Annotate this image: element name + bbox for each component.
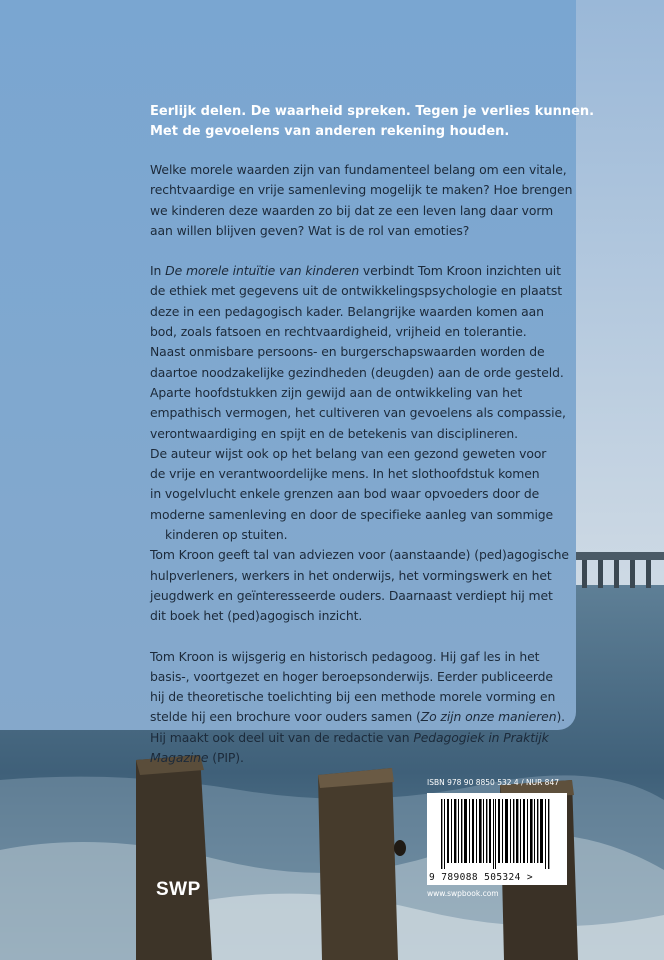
text-line: stelde hij een brochure voor ouders samen (Zo zijn onze manieren). xyxy=(150,709,566,725)
text-line: In De morele intuïtie van kinderen verbindt Tom Kroon inzichten uit xyxy=(150,263,561,279)
text-line: kinderen op stuiten. xyxy=(165,527,288,543)
brochure-title: Zo zijn onze manieren xyxy=(420,709,557,725)
text-line: bod, zoals fatsoen en rechtvaardigheid, vrijheid en tolerantie. xyxy=(150,324,527,340)
barcode-digits: 9 789088 505324 > xyxy=(429,872,534,883)
publisher-logo: SWP xyxy=(156,879,201,900)
text-line: basis-, voortgezet en hoger beroepsonderwijs. Eerder publiceerde xyxy=(150,668,553,684)
text-line: De auteur wijst ook op het belang van een gezond geweten voor xyxy=(150,445,547,461)
tagline xyxy=(150,102,595,142)
text-line: empathisch vermogen, het cultiveren van gevoelens als compassie, xyxy=(150,405,566,421)
text-line: rechtvaardige en vrije samenleving mogelijk te maken? Hoe brengen xyxy=(150,182,573,198)
text-line: in vogelvlucht enkele grenzen aan bod waar opvoeders door de xyxy=(150,486,540,502)
barcode-block xyxy=(427,778,567,920)
text-line: de ethiek met gegevens uit de ontwikkelingspsychologie en plaatst xyxy=(150,283,562,299)
barcode xyxy=(427,793,567,885)
book-title: De morele intuïtie van kinderen xyxy=(165,263,360,279)
text-line: moderne samenleving en door de specifieke aanleg van sommige xyxy=(150,506,554,522)
text-line: Tom Kroon geeft tal van adviezen voor (aanstaande) (ped)agogische xyxy=(150,547,569,563)
tagline-line: Met de gevoelens van anderen rekening houden. xyxy=(150,124,510,139)
text-line: Welke morele waarden zijn van fundamenteel belang om een vitale, xyxy=(150,162,567,177)
text-line: we kinderen deze waarden zo bij dat ze een leven lang daar vorm xyxy=(150,202,554,218)
website-url: www.swpbook.com xyxy=(427,889,499,898)
text-line: Hij maakt ook deel uit van de redactie van Pedagogiek in Praktijk xyxy=(150,729,549,745)
text-line: daartoe noodzakelijke gezindheden (deugden) aan de orde gesteld. xyxy=(150,364,564,380)
tagline-line: Eerlijk delen. De waarheid spreken. Tegen je verlies kunnen. xyxy=(150,104,595,119)
isbn-label: ISBN 978 90 8850 532 4 / NUR 847 xyxy=(427,778,559,787)
magazine-title: Magazine xyxy=(150,750,209,766)
text-line: Naast onmisbare persoons- en burgerschapswaarden worden de xyxy=(150,344,545,360)
text-line: Tom Kroon is wijsgerig en historisch pedagoog. Hij gaf les in het xyxy=(150,648,540,664)
text-line: jeugdwerk en geïnteresseerde ouders. Daarnaast verdiept hij met xyxy=(150,587,553,603)
text-line: Aparte hoofdstukken zijn gewijd aan de ontwikkeling van het xyxy=(150,384,523,400)
text-line: deze in een pedagogisch kader. Belangrijke waarden komen aan xyxy=(150,303,544,319)
text-line: de vrije en verantwoordelijke mens. In het slothoofdstuk komen xyxy=(150,466,540,482)
magazine-title: Pedagogiek in Praktijk xyxy=(413,729,549,745)
text-line: Magazine (PIP). xyxy=(150,750,244,766)
text-line: hij de theoretische toelichting bij een methode morele vorming en xyxy=(150,689,556,705)
text-line: dit boek het (ped)agogisch inzicht. xyxy=(150,608,363,624)
text-line: verontwaardiging en spijt en de betekenis van disciplineren. xyxy=(150,425,519,441)
text-line: hulpverleners, werkers in het onderwijs, het vormingswerk en het xyxy=(150,567,552,583)
text-line: aan willen blijven geven? Wat is de rol van emoties? xyxy=(150,222,470,238)
back-cover-text xyxy=(150,160,580,768)
